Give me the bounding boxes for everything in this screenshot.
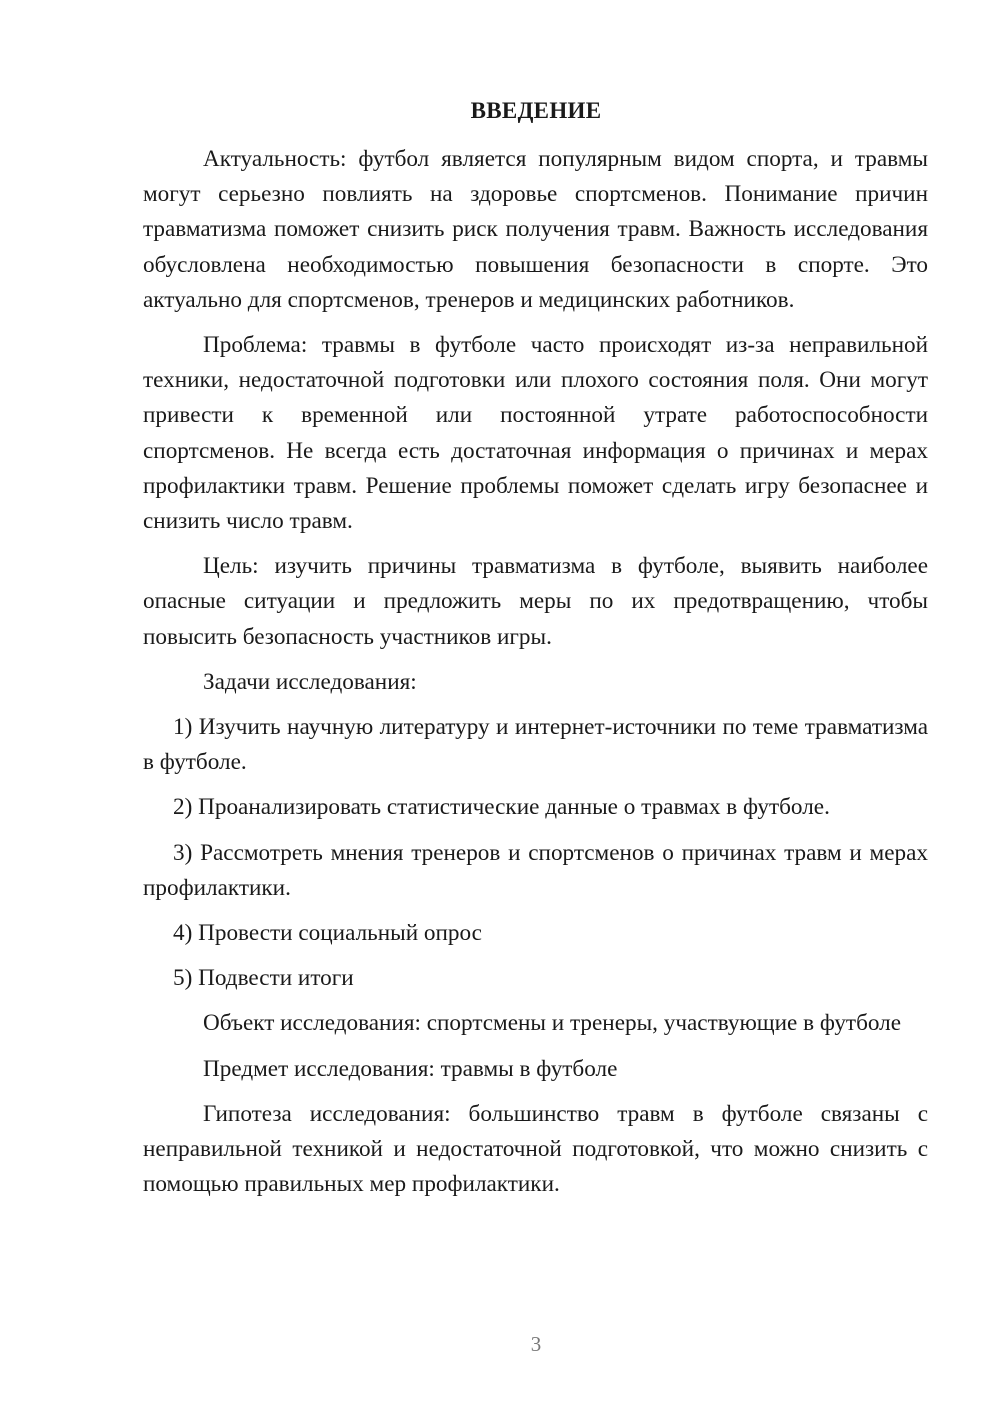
list-item-text: Подвести итоги — [198, 965, 354, 992]
list-item — [143, 836, 928, 906]
list-item-number: 2) — [173, 794, 193, 821]
page-title: ВВЕДЕНИЕ — [470, 98, 602, 123]
list-item — [143, 710, 928, 780]
paragraph-object: Объект исследования: спортсмены и тренеры, участвующие в футболе — [203, 1010, 902, 1037]
list-item-number: 3) — [173, 839, 193, 866]
list-item-text: Изучить научную литературу и интернет-источники по теме травматизма в футболе. — [143, 714, 929, 776]
document-body — [143, 142, 928, 1212]
tasks-list — [143, 710, 928, 996]
list-item-text: Рассмотреть мнения тренеров и спортсменов о причинах травм и мерах профилактики. — [143, 839, 929, 901]
list-item-text: Проанализировать статистические данные о травмах в футболе. — [198, 794, 830, 821]
paragraph-tasks-heading: Задачи исследования: — [203, 668, 417, 695]
paragraph-subject: Предмет исследования: травмы в футболе — [203, 1055, 618, 1082]
list-item-number: 5) — [173, 965, 193, 992]
list-item-text: Провести социальный опрос — [198, 920, 482, 947]
paragraph-problem: Проблема: травмы в футболе часто происходят из-за неправильной техники, недостаточной подготовки или плохого состояния поля. Они могут привести к временной или постоянной утрате работоспособности спортсменов. Не всегда есть достаточная информация о причинах и мерах профилактики травм. Решение проблемы поможет сделать игру безопаснее и снизить число травм. — [143, 332, 928, 535]
paragraph-goal: Цель: изучить причины травматизма в футболе, выявить наиболее опасные ситуации и предложить меры по их предотвращению, чтобы повысить безопасность участников игры. — [143, 553, 928, 650]
paragraph-relevance: Актуальность: футбол является популярным видом спорта, и травмы могут серьезно повлиять на здоровье спортсменов. Понимание причин травматизма поможет снизить риск получения травм. Важность исследования обусловлена необходимостью повышения безопасности в спорте. Это актуально для спортсменов, тренеров и медицинских работников. — [143, 146, 928, 313]
paragraph-hypothesis: Гипотеза исследования: большинство травм в футболе связаны с неправильной техникой и недостаточной подготовкой, что можно снизить с помощью правильных мер профилактики. — [143, 1100, 928, 1198]
list-item — [143, 961, 928, 996]
list-item — [143, 790, 928, 825]
list-item — [143, 916, 928, 951]
page-number: 3 — [530, 1332, 542, 1356]
list-item-number: 1) — [173, 714, 193, 741]
list-item-number: 4) — [173, 920, 193, 947]
